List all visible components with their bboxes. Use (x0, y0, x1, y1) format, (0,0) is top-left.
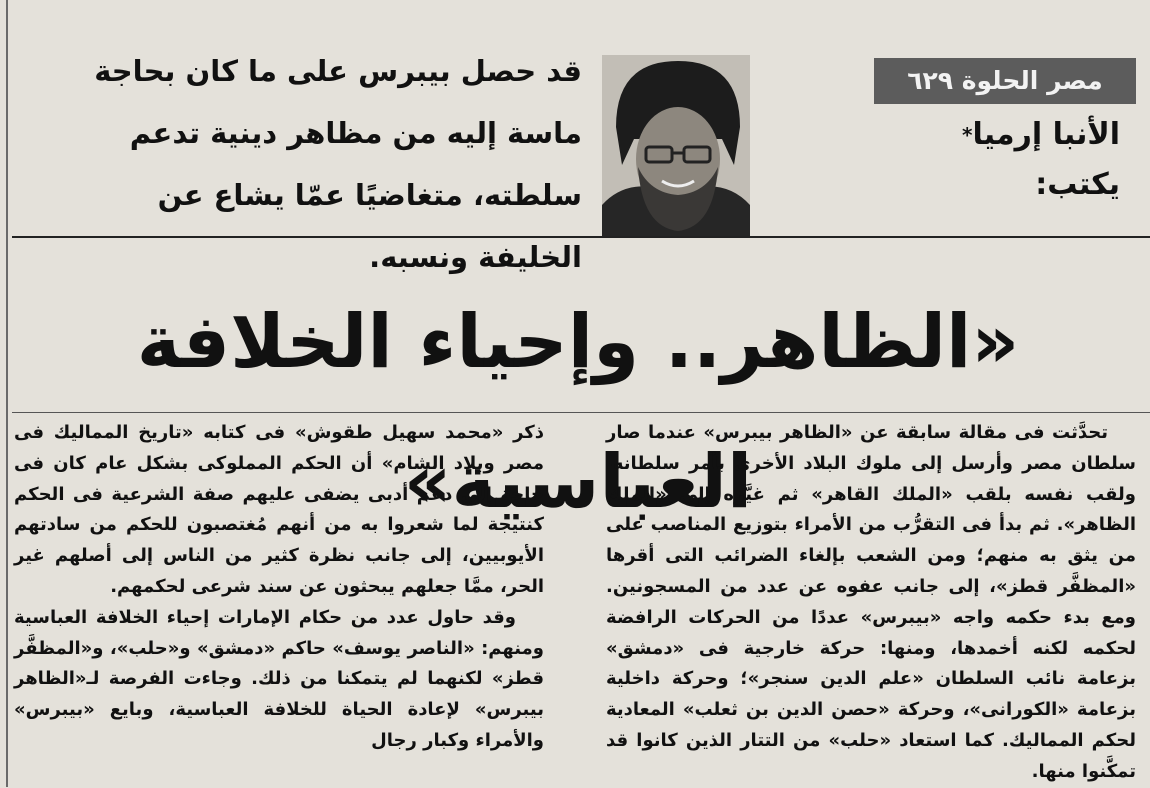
byline-verb: يكتب: (1035, 167, 1120, 202)
column-tag: مصر الحلوة ٦٢٩ (874, 58, 1136, 104)
headline-divider (12, 412, 1150, 413)
margin-rule (6, 0, 8, 787)
article-teaser: قد حصل بيبرس على ما كان بحاجة ماسة إليه من مظاهر دينية تدعم سلطته، متغاضيًا عمّا يشاع عن الخليفة ونسبه. (94, 54, 582, 274)
header-divider (12, 236, 1150, 238)
author-photo (602, 55, 750, 238)
article-headline: «الظاهر.. وإحياء الخلافة العباسية» (136, 299, 1020, 525)
author-name: الأنبا إرميا (972, 117, 1120, 152)
author-footnote-mark: * (962, 123, 973, 147)
body-paragraph: تحدَّثت فى مقالة سابقة عن «الظاهر بيبرس» عندما صار سلطان مصر وأرسل إلى ملوك البلاد الأخرى بأمر سلطانه، ولقب نفسه بلقب «الملك القاهر» ثم غيَّره إلى «الملك الظاهر». ثم بدأ فى التقرُّب من الأمراء بتوزيع المناصب على من يثق به منهم؛ ومن الشعب بإلغاء الضرائب التى أقرها «المظفَّر قطز»، إلى جانب عفوه عن عدد من المسجونين. ومع بدء حكمه واجه «بيبرس» عددًا من الحركات الرافضة لحكمه لكنه أخمدها، ومنها: حركة خارجية فى «دمشق» بزعامة نائب السلطان «علم الدين سنجر»؛ وحركة داخلية بزعامة «الكورانى»، وحركة «حصن الدين بن ثعلب» المعادية لحكم المماليك. كما استعاد «حلب» من التتار الذين كانوا قد تمكَّنوا منها. (606, 422, 1136, 782)
byline (880, 110, 1120, 210)
author-portrait-image (602, 55, 750, 238)
body-column-right (606, 418, 1136, 788)
body-paragraph: ذكر «محمد سهيل طقوش» فى كتابه «تاريخ المماليك فى مصر وبلاد الشام» أن الحكم المملوكى بشكل عام كان فى حاجة إلى دعم أدبى يضفى عليهم صفة الشرعية فى الحكم كنتيجة لما شعروا به من أنهم مُغتصبون للحكم من سادتهم الأيوبيين، إلى جانب نظرة كثير من الناس إلى أصلهم غير الحر، ممَّا جعلهم يبحثون عن سند شرعى لحكمهم. (14, 422, 544, 597)
body-paragraph: وقد حاول عدد من حكام الإمارات إحياء الخلافة العباسية ومنهم: «الناصر يوسف» حاكم «دمشق» و«حلب»، و«المظفَّر قطز» لكنهما لم يتمكنا من ذلك. وجاءت الفرصة لـ«الظاهر بيبرس» لإعادة الحياة للخلافة العباسية، وبايع «بيبرس» والأمراء وكبار رجال (14, 606, 544, 751)
body-column-left (14, 418, 544, 757)
